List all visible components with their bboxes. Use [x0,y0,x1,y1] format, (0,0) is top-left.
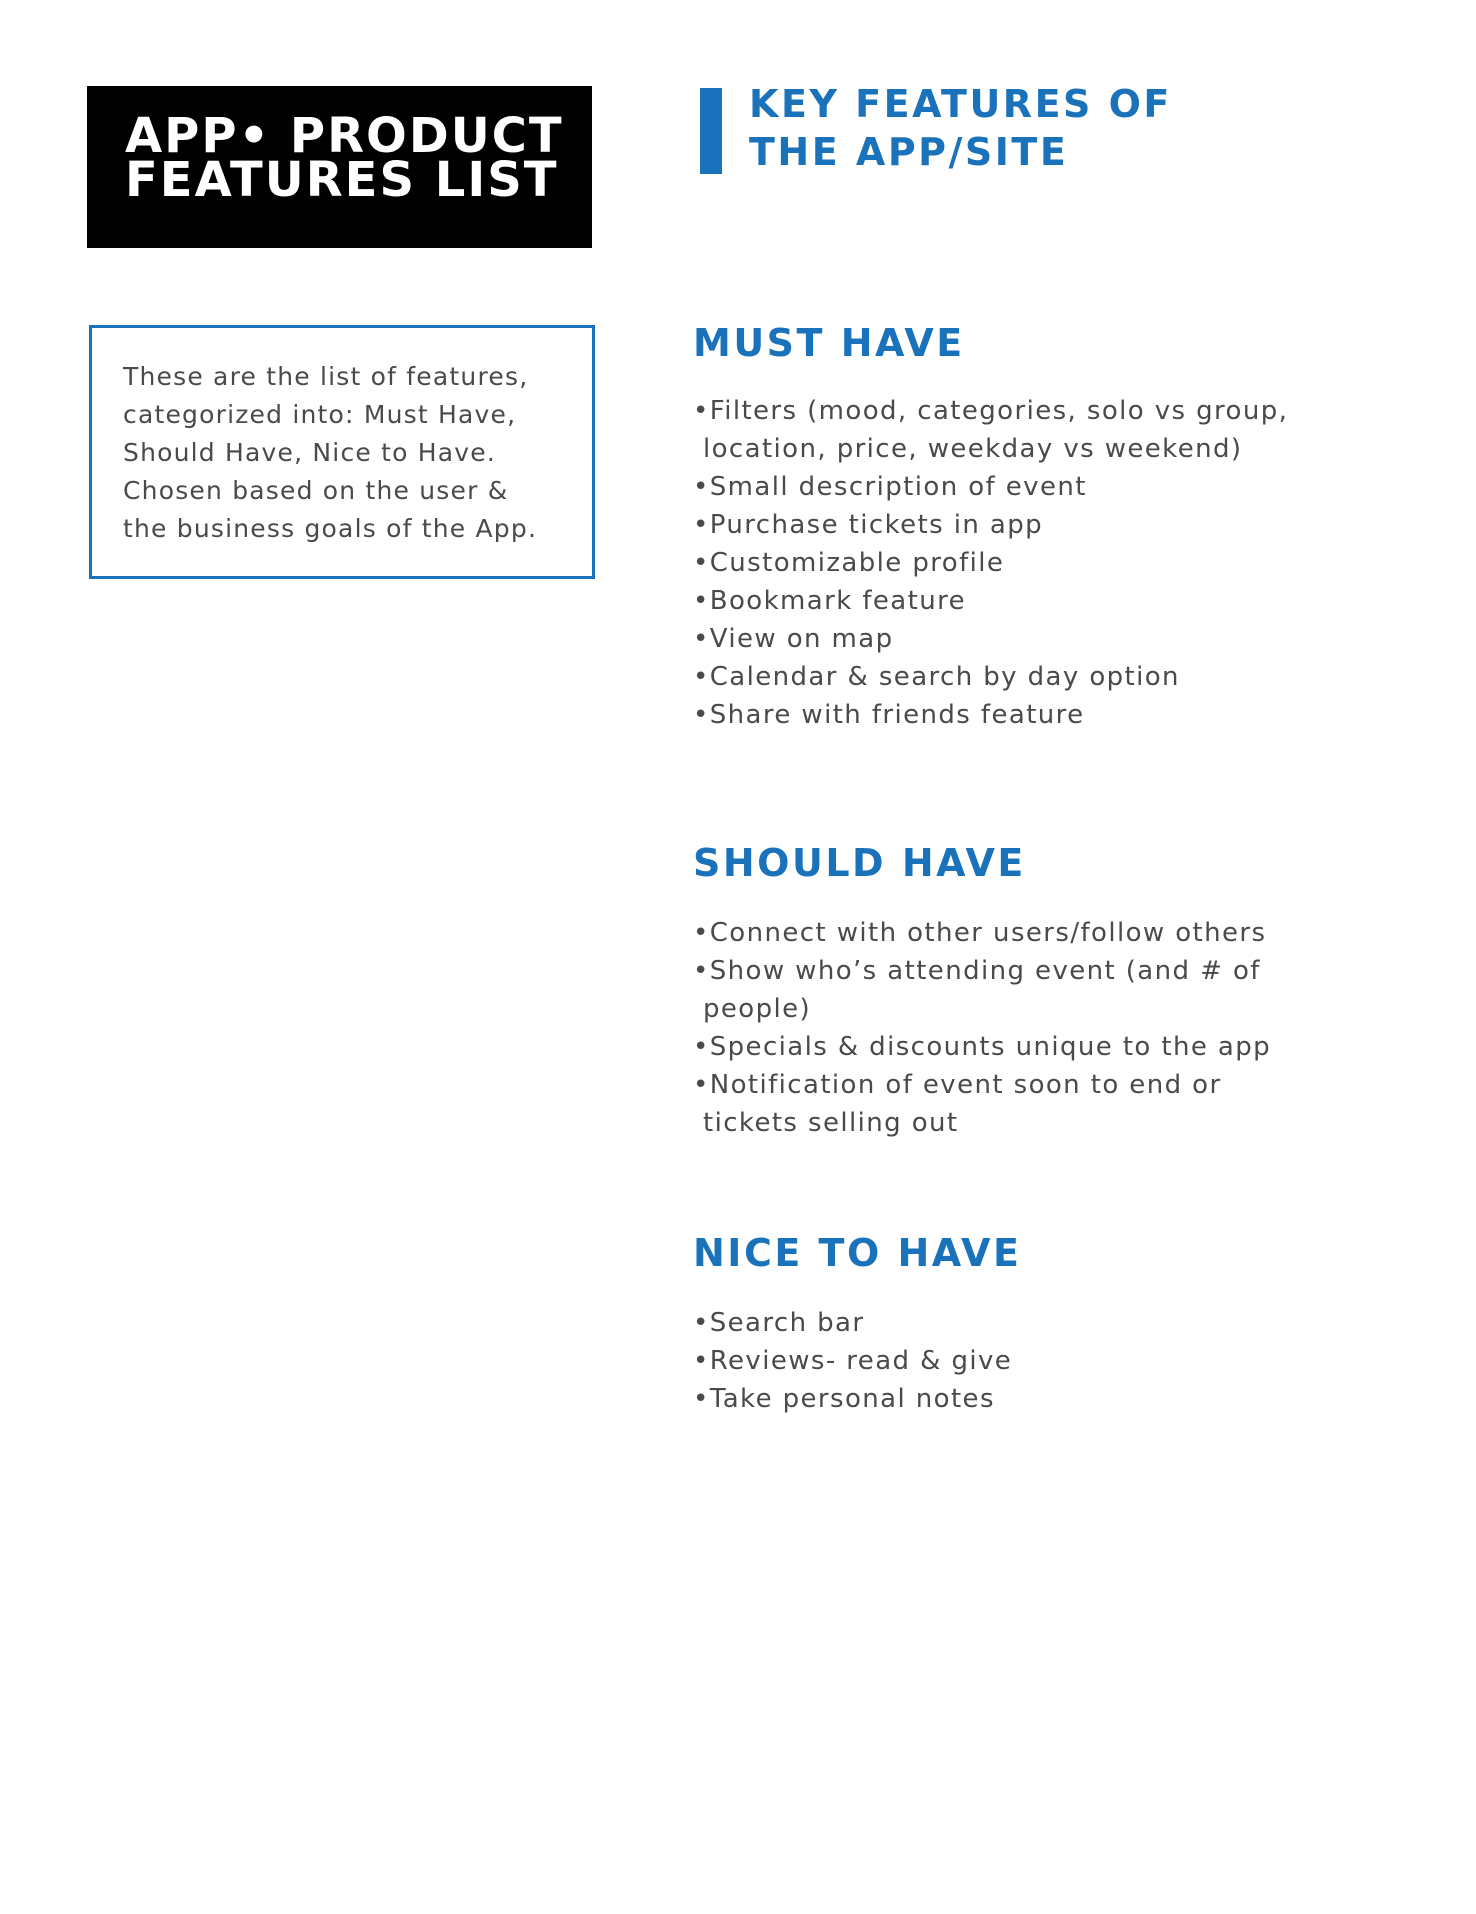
intro-line: These are the list of features, [123,362,529,391]
list-item-line: •Calendar & search by day option [693,662,1180,692]
intro-line: Should Have, Nice to Have. [123,438,497,467]
list-item [693,392,1288,468]
section-title-nice-to-have: NICE TO HAVE [693,1231,1022,1275]
list-item-line: •Filters (mood, categories, solo vs group, [693,396,1289,426]
list-item-line: tickets selling out [703,1108,959,1138]
list-item-line: •Specials & discounts unique to the app [693,1032,1272,1062]
list-item-line: •Purchase tickets in app [693,510,1044,540]
list-item-line: •Take personal notes [693,1384,995,1414]
list-item [693,914,1271,952]
list-item [693,952,1271,1028]
list-item-line: •View on map [693,624,894,654]
list-item [693,1342,1021,1380]
list-item-line: •Show who’s attending event (and # of [693,956,1261,986]
must-have-list [693,392,1288,734]
list-item [693,1304,1021,1342]
intro-line: Chosen based on the user & [123,476,509,505]
intro-line: categorized into: Must Have, [123,400,517,429]
section-nice-to-have [693,1230,1021,1418]
page-title-line-2: FEATURES LIST [125,152,559,208]
list-item-line: •Connect with other users/follow others [693,918,1267,948]
list-item-line: people) [703,994,812,1024]
intro-box [89,325,595,579]
list-item [693,658,1288,696]
list-item-line: •Share with friends feature [693,700,1085,730]
key-features-heading [749,80,1172,176]
accent-bar [700,88,722,174]
list-item [693,468,1288,506]
section-must-have [693,320,1288,734]
should-have-list [693,914,1271,1142]
list-item [693,582,1288,620]
key-features-heading-line-1: KEY FEATURES OF [749,82,1172,126]
title-block [87,86,592,248]
list-item-line: •Customizable profile [693,548,1005,578]
key-features-heading-line-2: THE APP/SITE [749,130,1069,174]
list-item-line: location, price, weekday vs weekend) [703,434,1243,464]
list-item [693,696,1288,734]
list-item-line: •Reviews- read & give [693,1346,1013,1376]
list-item [693,620,1288,658]
nice-to-have-list [693,1304,1021,1418]
section-title-should-have: SHOULD HAVE [693,841,1026,885]
list-item-line: •Bookmark feature [693,586,966,616]
list-item [693,1066,1271,1142]
section-should-have [693,840,1271,1142]
list-item [693,544,1288,582]
list-item-line: •Search bar [693,1308,865,1338]
list-item [693,1380,1021,1418]
page-title-line-1: APP• PRODUCT [125,108,564,164]
list-item-line: •Notification of event soon to end or [693,1070,1222,1100]
section-title-must-have: MUST HAVE [693,321,965,365]
intro-line: the business goals of the App. [123,514,538,543]
list-item-line: •Small description of event [693,472,1087,502]
list-item [693,1028,1271,1066]
list-item [693,506,1288,544]
